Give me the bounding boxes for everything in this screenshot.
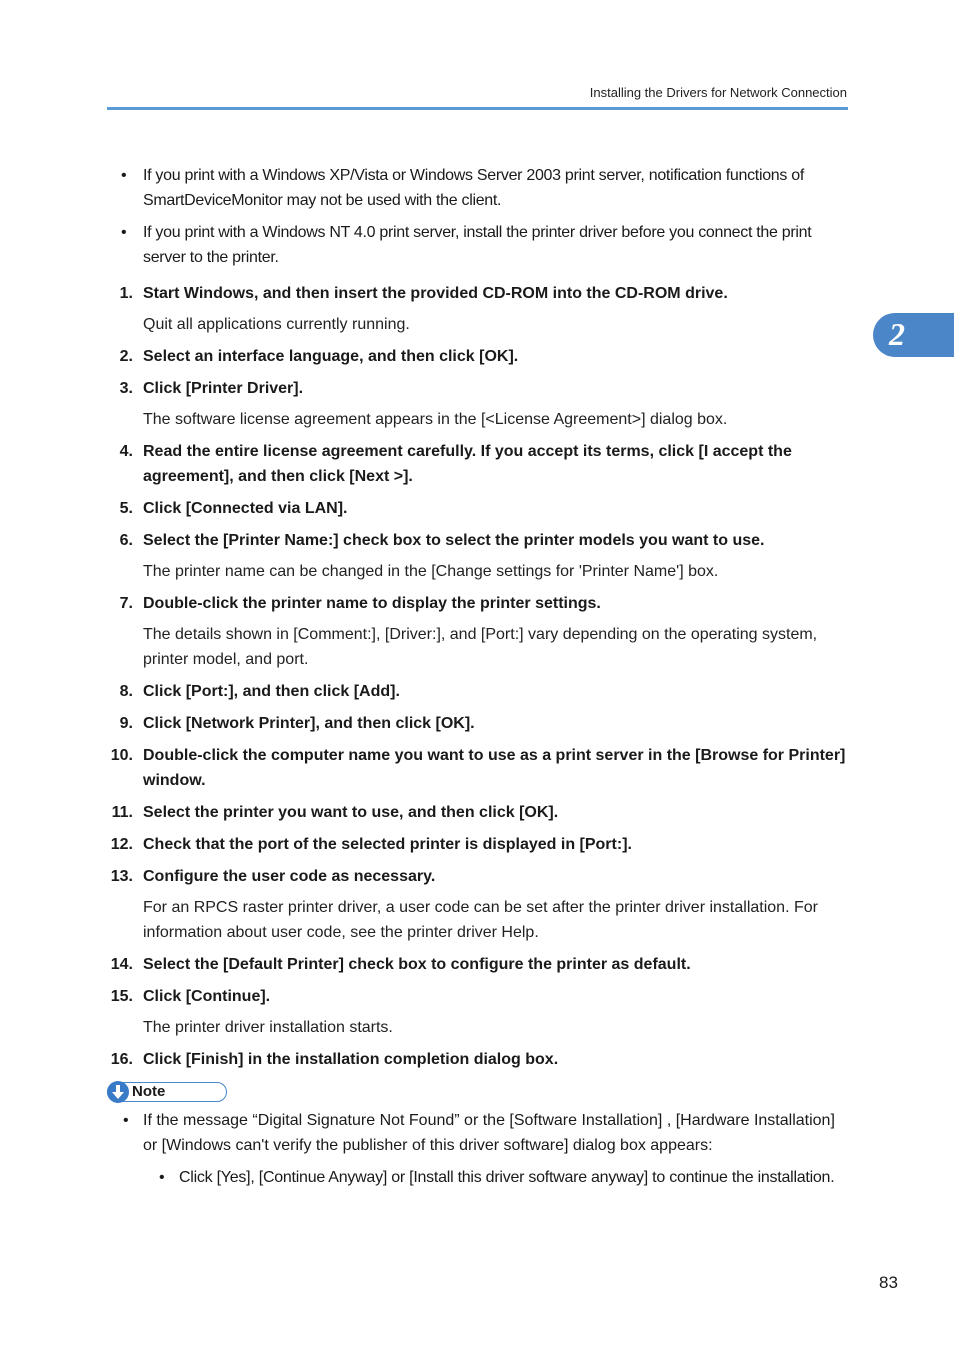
bullet-text: If you print with a Windows XP/Vista or Windows Server 2003 print server, notification functions of SmartDeviceMonitor may not be used with the client. [143, 167, 804, 209]
step-number: 13. [110, 868, 133, 885]
step-item [107, 984, 848, 1009]
step-item [107, 344, 848, 369]
step-text: Double-click the computer name you want to use as a print server in the [Browse for Printer] window. [143, 747, 846, 789]
step-item [107, 800, 848, 825]
step-text: Click [Printer Driver]. [143, 380, 304, 397]
step-text: Configure the user code as necessary. [143, 868, 436, 885]
step-text: Select an interface language, and then click [OK]. [143, 348, 519, 365]
step-number: 2. [119, 348, 133, 365]
step-description: For an RPCS raster printer driver, a user code can be set after the printer driver installation. For information about user code, see the printer driver Help. [143, 899, 818, 941]
step-number: 11. [111, 804, 133, 821]
bullet-item [107, 220, 848, 270]
step-item [107, 439, 848, 489]
step-number: 3. [119, 380, 133, 397]
note-label: Note [132, 1083, 166, 1100]
step-number: 4. [119, 443, 133, 460]
step-text: Click [Port:], and then click [Add]. [143, 683, 400, 700]
step-description: The printer driver installation starts. [143, 1019, 393, 1036]
bullet-text: If you print with a Windows NT 4.0 print server, install the printer driver before you connect the print server to the printer. [143, 224, 812, 266]
page-content [107, 163, 848, 1190]
step-number: 8. [119, 683, 133, 700]
step-item [107, 528, 848, 553]
step-description: The details shown in [Comment:], [Driver:], and [Port:] vary depending on the operating system, printer model, and port. [143, 626, 818, 668]
step-text: Click [Finish] in the installation completion dialog box. [143, 1051, 559, 1068]
step-item [107, 864, 848, 889]
chapter-tab [873, 313, 954, 357]
step-number: 9. [119, 715, 133, 732]
step-number: 14. [110, 956, 133, 973]
note-text: If the message “Digital Signature Not Found” or the [Software Installation] , [Hardware Installation] or [Windows can't verify the publisher of this driver software] dialog box appears: [143, 1112, 835, 1154]
info-arrow-icon [107, 1081, 129, 1103]
bullet-item [107, 163, 848, 213]
step-text: Click [Continue]. [143, 988, 271, 1005]
step-text: Select the [Default Printer] check box to configure the printer as default. [143, 956, 691, 973]
note-item [107, 1108, 848, 1158]
bullet-dot: • [121, 224, 127, 241]
step-description: The software license agreement appears in the [<License Agreement>] dialog box. [143, 411, 728, 428]
note-badge [107, 1082, 227, 1102]
step-text: Click [Network Printer], and then click [OK]. [143, 715, 475, 732]
step-item [107, 496, 848, 521]
step-number: 7. [119, 595, 133, 612]
bullet-dot: • [159, 1169, 165, 1186]
bullet-dot: • [121, 167, 127, 184]
bullet-list [107, 163, 848, 270]
step-description: Quit all applications currently running. [143, 316, 410, 333]
step-item [107, 1047, 848, 1072]
header-rule [107, 107, 848, 110]
step-number: 10. [110, 747, 133, 764]
step-description: The printer name can be changed in the [Change settings for 'Printer Name'] box. [143, 563, 719, 580]
step-number: 12. [110, 836, 133, 853]
step-text: Select the printer you want to use, and then click [OK]. [143, 804, 559, 821]
step-item [107, 711, 848, 736]
step-item [107, 591, 848, 616]
sub-note-item [107, 1165, 848, 1190]
chapter-number: 2 [889, 316, 905, 352]
running-header: Installing the Drivers for Network Connection [589, 85, 847, 100]
step-item [107, 376, 848, 401]
step-item [107, 952, 848, 977]
step-number: 5. [119, 500, 133, 517]
step-text: Double-click the printer name to display the printer settings. [143, 595, 601, 612]
step-list [107, 281, 848, 1072]
step-item [107, 832, 848, 857]
note-list [107, 1108, 848, 1190]
step-text: Start Windows, and then insert the provided CD-ROM into the CD-ROM drive. [143, 285, 728, 302]
step-number: 15. [110, 988, 133, 1005]
page-number: 83 [879, 1273, 898, 1292]
step-text: Select the [Printer Name:] check box to select the printer models you want to use. [143, 532, 765, 549]
step-item [107, 679, 848, 704]
step-text: Check that the port of the selected printer is displayed in [Port:]. [143, 836, 632, 853]
step-text: Click [Connected via LAN]. [143, 500, 348, 517]
sub-note-text: Click [Yes], [Continue Anyway] or [Install this driver software anyway] to continue the installation. [179, 1169, 835, 1186]
step-item [107, 281, 848, 306]
bullet-dot: • [123, 1112, 129, 1129]
step-number: 6. [119, 532, 133, 549]
step-item [107, 743, 848, 793]
step-number: 16. [110, 1051, 133, 1068]
step-text: Read the entire license agreement carefully. If you accept its terms, click [I accept the agreement], and then click [Next >]. [143, 443, 792, 485]
step-number: 1. [119, 285, 133, 302]
